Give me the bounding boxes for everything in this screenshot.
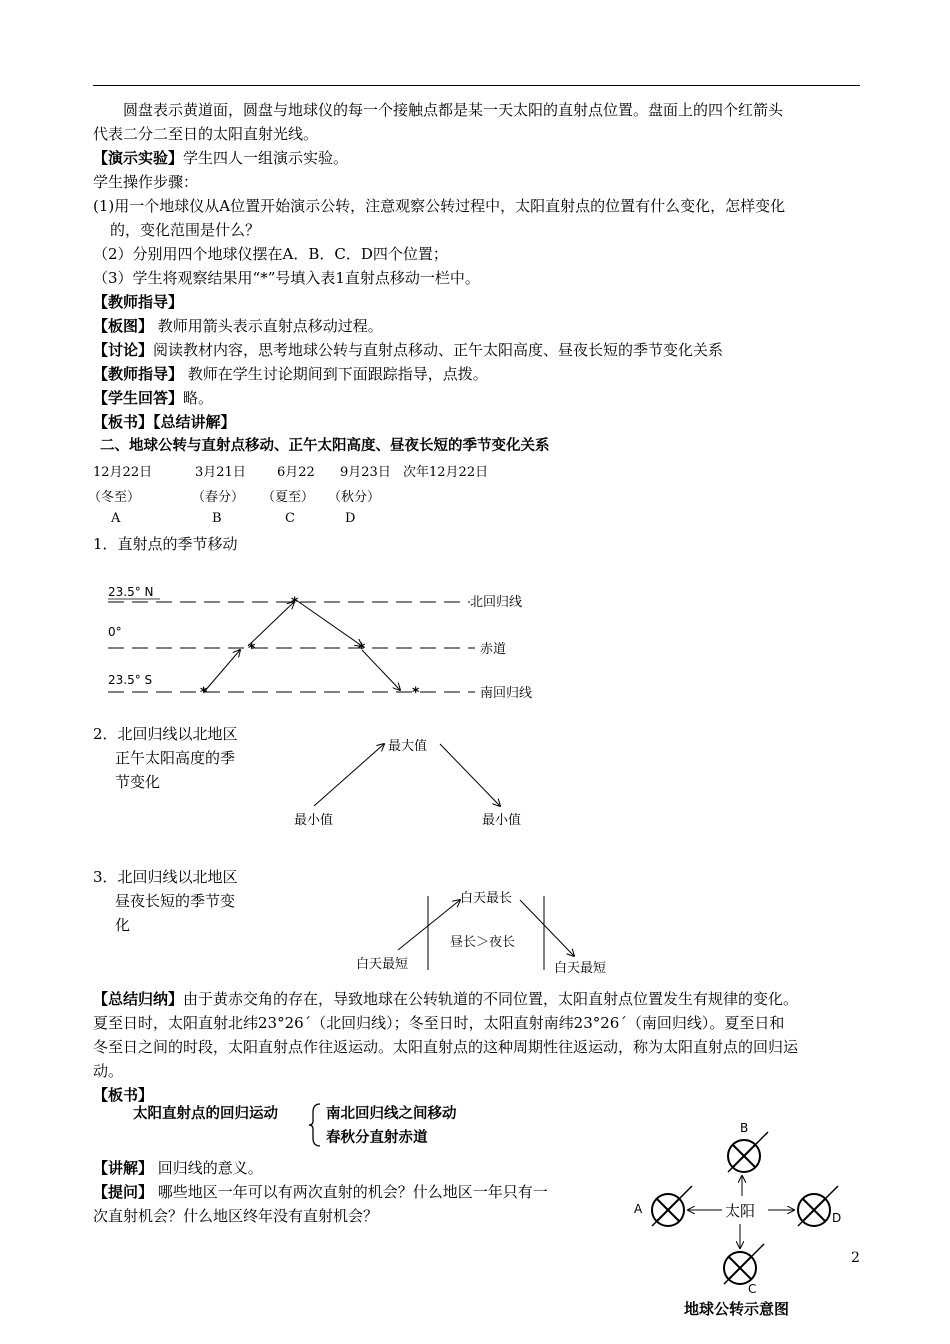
equator-label: 赤道	[480, 642, 507, 657]
south-tropic-label: 南回归线	[480, 686, 533, 701]
intro-line-1: 圆盘表示黄道面，圆盘与地球仪的每一个接触点都是某一天太阳的直射点位置。盘面上的四个红箭头	[123, 101, 784, 119]
figure-caption: 地球公转示意图	[684, 1300, 790, 1318]
page-number: 2	[851, 1250, 860, 1266]
step-3: （3）学生将观察结果用“*”号填入表1直射点移动一栏中。	[93, 269, 480, 287]
demo-line	[93, 146, 348, 170]
min-value-left-label: 最小值	[294, 813, 334, 828]
noon-sun-height-diagram	[290, 734, 550, 834]
question-text-1: 哪些地区一年可以有两次直射的机会？什么地区一年只有一	[153, 1183, 548, 1201]
teacher-guide-tag-1: 【教师指导】	[93, 293, 184, 311]
position-b: B	[212, 511, 222, 526]
board-summary-tag: 【板书】【总结讲解】	[93, 413, 236, 431]
direct-point-movement-diagram	[100, 580, 560, 700]
position-d: D	[345, 511, 356, 526]
summary-line-2: 夏至日时，太阳直射北纬23°26´（北回归线）；冬至日时，太阳直射南纬23°26´（南回归线）。夏至日和	[93, 1014, 785, 1032]
student-answer-line	[93, 386, 213, 410]
question-line-1	[93, 1180, 548, 1204]
section-2-title: 二、地球公转与直射点移动、正午太阳高度、昼夜长短的季节变化关系	[100, 438, 550, 454]
board-term: 太阳直射点的回归运动	[133, 1106, 278, 1122]
movement-arrow-a-b	[204, 650, 240, 692]
point-b-star: *	[248, 641, 256, 657]
earth-a-label: A	[634, 1202, 643, 1216]
earth-c-label: C	[748, 1282, 757, 1296]
explain-text: 回归线的意义。	[153, 1159, 263, 1177]
lat-23-5-n-label: 23.5° N	[108, 585, 154, 599]
earth-a-icon	[652, 1186, 692, 1226]
summary-tag: 【总结归纳】	[93, 990, 184, 1008]
fall-arrow	[440, 744, 500, 806]
date-next-winter-solstice: 次年12月22日	[403, 465, 489, 480]
header-rule	[93, 85, 860, 86]
demo-text: 学生四人一组演示实验。	[183, 149, 349, 167]
position-c: C	[285, 511, 295, 526]
lat-0-label: 0°	[108, 625, 122, 639]
lat-23-5-s-label: 23.5° S	[108, 673, 153, 687]
board-figure-tag: 【板图】	[93, 317, 154, 335]
day-longer-than-night-label: 昼长＞夜长	[450, 935, 516, 950]
earth-revolution-figure	[628, 1118, 858, 1318]
discussion-text: 阅读教材内容，思考地球公转与直射点移动、正午太阳高度、昼夜长短的季节变化关系	[153, 341, 724, 359]
point-a-next-star: *	[412, 685, 420, 701]
position-a: A	[111, 511, 121, 526]
shortest-day-left-label: 白天最短	[356, 957, 409, 972]
shortest-day-right-label: 白天最短	[554, 961, 607, 976]
sun-label: 太阳	[725, 1202, 756, 1220]
day-length-diagram	[350, 884, 630, 984]
item-2-line-3: 节变化	[115, 773, 161, 791]
intro-line-2: 代表二分二至日的太阳直射光线。	[93, 125, 319, 143]
board-figure-text: 教师用箭头表示直射点移动过程。	[153, 317, 383, 335]
term-winter-solstice: （冬至）	[88, 490, 141, 505]
term-summer-solstice: （夏至）	[262, 490, 315, 505]
earth-c-icon	[724, 1244, 764, 1284]
shortening-arrow	[520, 900, 574, 956]
earth-b-label: B	[740, 1121, 749, 1135]
demo-tag: 【演示实验】	[93, 149, 184, 167]
item-2-line-2: 正午太阳高度的季	[115, 749, 236, 767]
explain-tag: 【讲解】	[93, 1159, 154, 1177]
point-a-star: *	[200, 685, 208, 701]
summary-line-3: 冬至日之间的时段，太阳直射点作往返运动。太阳直射点的这种周期性往返运动，称为太阳直射点的回归运	[93, 1038, 799, 1056]
movement-arrow-b-c	[248, 602, 294, 646]
teacher-guide-line-2	[93, 362, 488, 386]
earth-b-icon	[728, 1132, 768, 1172]
rise-arrow	[314, 744, 384, 806]
movement-arrow-d-a	[362, 650, 400, 690]
step-1-line-2: 的，变化范围是什么？	[110, 221, 261, 239]
board-figure-line	[93, 314, 383, 338]
summary-text-1: 由于黄赤交角的存在，导致地球在公转轨道的不同位置，太阳直射点位置发生有规律的变化。	[183, 990, 799, 1008]
discussion-tag: 【讨论】	[93, 341, 154, 359]
date-spring-equinox: 3月21日	[195, 465, 246, 480]
board-point-2: 春秋分直射赤道	[326, 1130, 428, 1146]
movement-arrow-c-d	[296, 600, 362, 646]
summary-line-4: 动。	[93, 1062, 124, 1080]
term-spring-equinox: （春分）	[192, 490, 245, 505]
point-c-star: *	[291, 595, 299, 611]
item-3-line-2: 昼夜长短的季节变	[115, 892, 236, 910]
brace	[308, 1102, 322, 1148]
date-autumn-equinox: 9月23日	[340, 465, 391, 480]
teacher-guide-tag-2: 【教师指导】	[93, 365, 184, 383]
board-tag-2: 【板书】	[93, 1086, 154, 1104]
question-tag: 【提问】	[93, 1183, 154, 1201]
earth-d-label: D	[832, 1211, 842, 1225]
student-answer-tag: 【学生回答】	[93, 389, 184, 407]
student-answer-text: 略。	[183, 389, 214, 407]
discussion-line	[93, 338, 723, 362]
item-3-line-3: 化	[115, 916, 131, 934]
date-summer-solstice: 6月22	[277, 465, 315, 480]
step-2: （2）分别用四个地球仪摆在A．B．C．D四个位置；	[93, 245, 448, 263]
point-d-star: *	[358, 641, 366, 657]
north-tropic-label: 北回归线	[470, 595, 523, 610]
date-winter-solstice: 12月22日	[93, 465, 153, 480]
item-2-line-1: 2．北回归线以北地区	[93, 725, 238, 743]
max-value-label: 最大值	[388, 739, 428, 754]
item-3-line-1: 3．北回归线以北地区	[93, 868, 238, 886]
board-point-1: 南北回归线之间移动	[326, 1106, 457, 1122]
min-value-right-label: 最小值	[482, 813, 522, 828]
explain-line	[93, 1156, 263, 1180]
question-line-2: 次直射机会？什么地区终年没有直射机会？	[93, 1207, 379, 1225]
longest-day-label: 白天最长	[460, 891, 513, 906]
step-1-line-1: (1)用一个地球仪从A位置开始演示公转，注意观察公转过程中，太阳直射点的位置有什么变化，怎样变化	[93, 197, 786, 215]
summary-line-1	[93, 987, 798, 1011]
teacher-guide-text-2: 教师在学生讨论期间到下面跟踪指导，点拨。	[183, 365, 488, 383]
term-autumn-equinox: （秋分）	[328, 490, 381, 505]
item-1-title: 1．直射点的季节移动	[93, 535, 238, 553]
steps-heading: 学生操作步骤：	[93, 173, 199, 191]
